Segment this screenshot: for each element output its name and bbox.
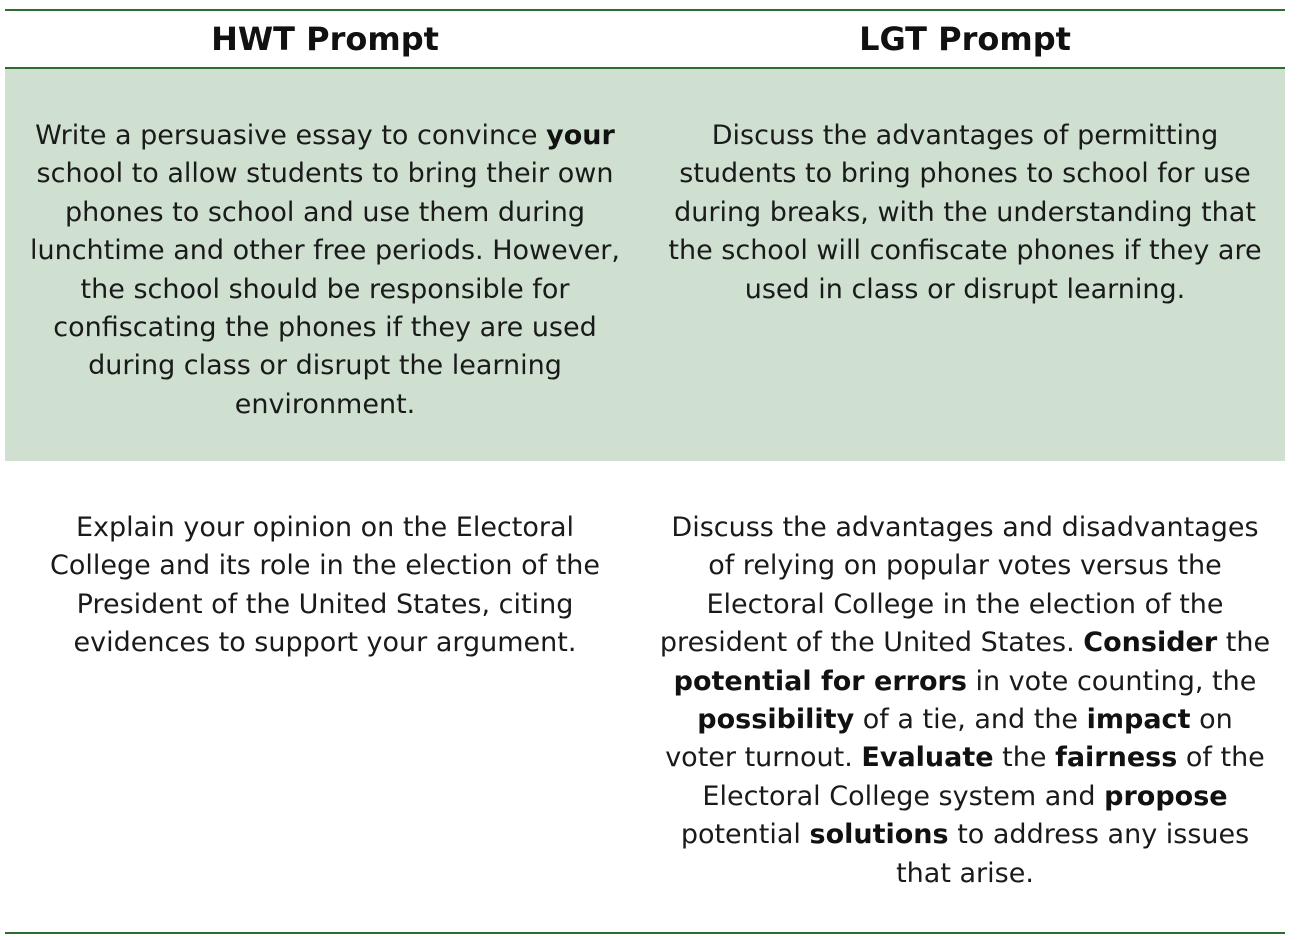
- emphasized-text: possibility: [697, 704, 855, 736]
- emphasized-text: solutions: [809, 819, 949, 851]
- table-row: [5, 69, 1285, 461]
- prompt-text: Discuss the advantages and disadvantages of relying on popular votes versus the Electoral College in the election of the president of the United States.: [659, 512, 1259, 659]
- emphasized-text: Consider: [1083, 627, 1218, 659]
- prompt-comparison-table: [5, 9, 1285, 934]
- hwt-prompt-cell: [5, 461, 645, 932]
- table-header-row: [5, 11, 1285, 67]
- table-bottom-rule: [5, 932, 1285, 934]
- prompt-text: school to allow students to bring their own phones to school and use them during lunchtime and other free periods. However, the school should be responsible for confiscating the phones if they are used during class or disrupt the learning environment.: [29, 158, 620, 420]
- prompt-text: on voter turnout.: [665, 704, 1233, 774]
- prompt-text: Discuss the advantages of permitting students to bring phones to school for use during breaks, with the understanding that the school will confiscate phones if they are used in class or disrupt learning.: [668, 120, 1262, 305]
- prompt-text: of the Electoral College system and: [702, 742, 1265, 812]
- prompt-text: to address any issues that arise.: [896, 819, 1250, 889]
- header-hwt-prompt: HWT Prompt: [211, 20, 439, 58]
- emphasized-text: propose: [1104, 780, 1228, 812]
- prompt-text: the: [1217, 627, 1271, 659]
- table-row: [5, 461, 1285, 932]
- emphasized-text: Evaluate: [861, 742, 994, 774]
- prompt-text: in vote counting, the: [966, 665, 1257, 697]
- prompt-text: the: [993, 742, 1056, 774]
- prompt-text: Write a persuasive essay to convince: [35, 120, 547, 151]
- lgt-prompt-cell: [645, 461, 1285, 932]
- prompt-text: potential: [680, 819, 810, 851]
- header-lgt-prompt: LGT Prompt: [859, 20, 1071, 58]
- emphasized-text: impact: [1086, 704, 1191, 736]
- hwt-prompt-cell: [5, 69, 645, 461]
- lgt-prompt-cell: [645, 69, 1285, 461]
- emphasized-text: your: [546, 120, 615, 151]
- prompt-text: Explain your opinion on the Electoral College and its role in the election of the President of the United States, citing evidences to support your argument.: [49, 512, 601, 659]
- emphasized-text: potential for errors: [673, 665, 967, 697]
- emphasized-text: fairness: [1055, 742, 1178, 774]
- prompt-text: of a tie, and the: [854, 704, 1087, 736]
